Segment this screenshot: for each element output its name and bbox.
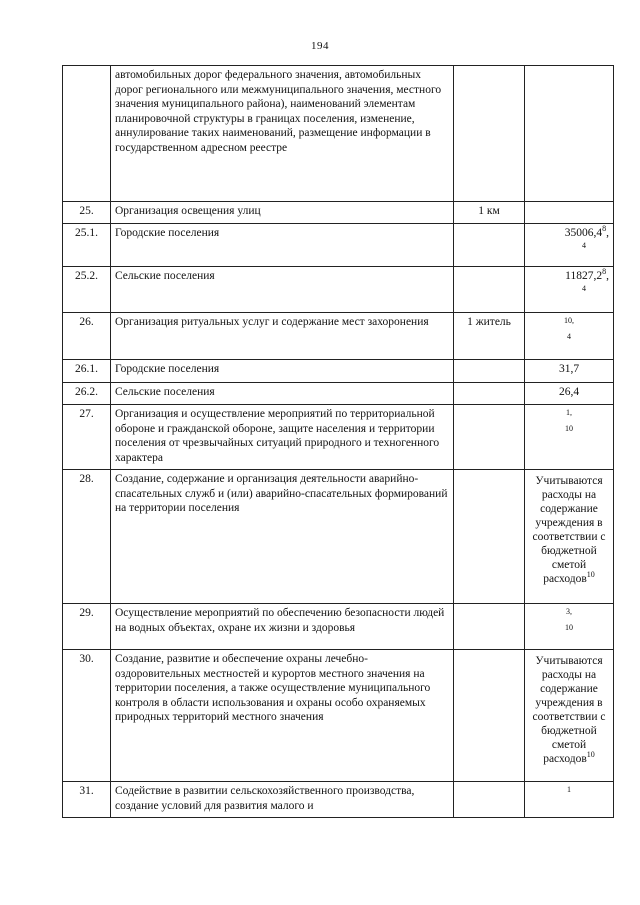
table-row [63,202,614,224]
row-unit [454,66,525,202]
value-footnote-line: 4 [582,240,586,250]
row-number: 25.2. [63,267,111,313]
row-unit: 1 км [454,202,525,224]
row-value [525,604,614,650]
row-unit [454,267,525,313]
row-number: 26.1. [63,360,111,383]
row-unit [454,224,525,267]
row-number: 26. [63,313,111,360]
row-unit [454,470,525,604]
row-description: Организация ритуальных услуг и содержание мест захоронения [111,313,454,360]
row-value [525,267,614,313]
row-number: 25.1. [63,224,111,267]
row-number: 25. [63,202,111,224]
row-value [525,224,614,267]
table-row [63,650,614,782]
value-footnote: 10 [586,570,595,580]
value-footnote-line: 3, [566,607,572,616]
row-description: Создание, содержание и организация деятельности аварийно-спасательных служб и (или) аварийно-спасательных формирований на территории поселения [111,470,454,604]
row-unit [454,405,525,470]
row-number: 26.2. [63,383,111,405]
row-number: 29. [63,604,111,650]
table-row [63,224,614,267]
row-number [63,66,111,202]
row-value: 31,7 [525,360,614,383]
table-row [63,360,614,383]
value-footnote: 8 [602,224,607,234]
row-unit [454,782,525,818]
row-value [525,650,614,782]
row-description: Осуществление мероприятий по обеспечению безопасности людей на водных объектах, охране их жизни и здоровья [111,604,454,650]
row-description: Сельские поселения [111,383,454,405]
row-value [525,405,614,470]
value-footnote-line: 1 [567,785,571,794]
row-number: 31. [63,782,111,818]
row-value [525,782,614,818]
row-number: 28. [63,470,111,604]
row-unit [454,650,525,782]
table-row [63,604,614,650]
table-row [63,313,614,360]
value-number: 35006,4 [564,227,603,239]
value-footnote-line: 10 [565,623,573,632]
value-footnote-line: 10, [564,316,574,325]
table-row [63,405,614,470]
row-description: Сельские поселения [111,267,454,313]
row-unit: 1 житель [454,313,525,360]
value-tail: , [606,227,609,239]
row-description: Городские поселения [111,224,454,267]
row-value [525,313,614,360]
value-text: Учитываются расходы на содержание учреждения в соответствии с бюджетной сметой расходов$^{10}$ [532,655,606,765]
row-unit [454,360,525,383]
value-number: 11827,2 [565,270,603,282]
value-tail: , [606,270,609,282]
row-unit [454,383,525,405]
value-footnote-line: 1, [566,408,572,417]
row-description: автомобильных дорог федерального значения, автомобильных дорог регионального или межмуниципального значения, местного значения муниципального района), наименований элементам планировочной структуры в границах поселения, изменение, аннулирование таких наименований, размещение информации в государственном адресном реестре [111,66,454,202]
row-description: Создание, развитие и обеспечение охраны лечебно-оздоровительных местностей и курортов местного значения на территории поселения, а также осуществление муниципального контроля в области использования и охраны особо охраняемых природных территорий местного значения [111,650,454,782]
table-row [63,66,614,202]
row-description: Содействие в развитии сельскохозяйственного производства, создание условий для развития малого и [111,782,454,818]
row-value: 26,4 [525,383,614,405]
row-number: 30. [63,650,111,782]
row-description: Организация и осуществление мероприятий по территориальной обороне и гражданской обороне, защите населения и территории поселения от чрезвычайных ситуаций природного и техногенного характера [111,405,454,470]
row-description: Организация освещения улиц [111,202,454,224]
table-row [63,782,614,818]
page-number: 194 [311,40,329,52]
table-row [63,470,614,604]
row-value [525,470,614,604]
value-footnote-line: 10 [565,424,573,433]
row-description: Городские поселения [111,360,454,383]
value-footnote: 8 [602,267,607,277]
value-footnote: 10 [586,750,595,760]
norms-table [62,65,614,818]
row-number: 27. [63,405,111,470]
row-unit [454,604,525,650]
table-row [63,383,614,405]
table-row [63,267,614,313]
row-value [525,202,614,224]
value-footnote-line: 4 [567,332,571,341]
value-footnote-line: 4 [582,283,586,293]
value-text: Учитываются расходы на содержание учреждения в соответствии с бюджетной сметой расходов$^{10}$ [532,475,606,585]
row-value [525,66,614,202]
